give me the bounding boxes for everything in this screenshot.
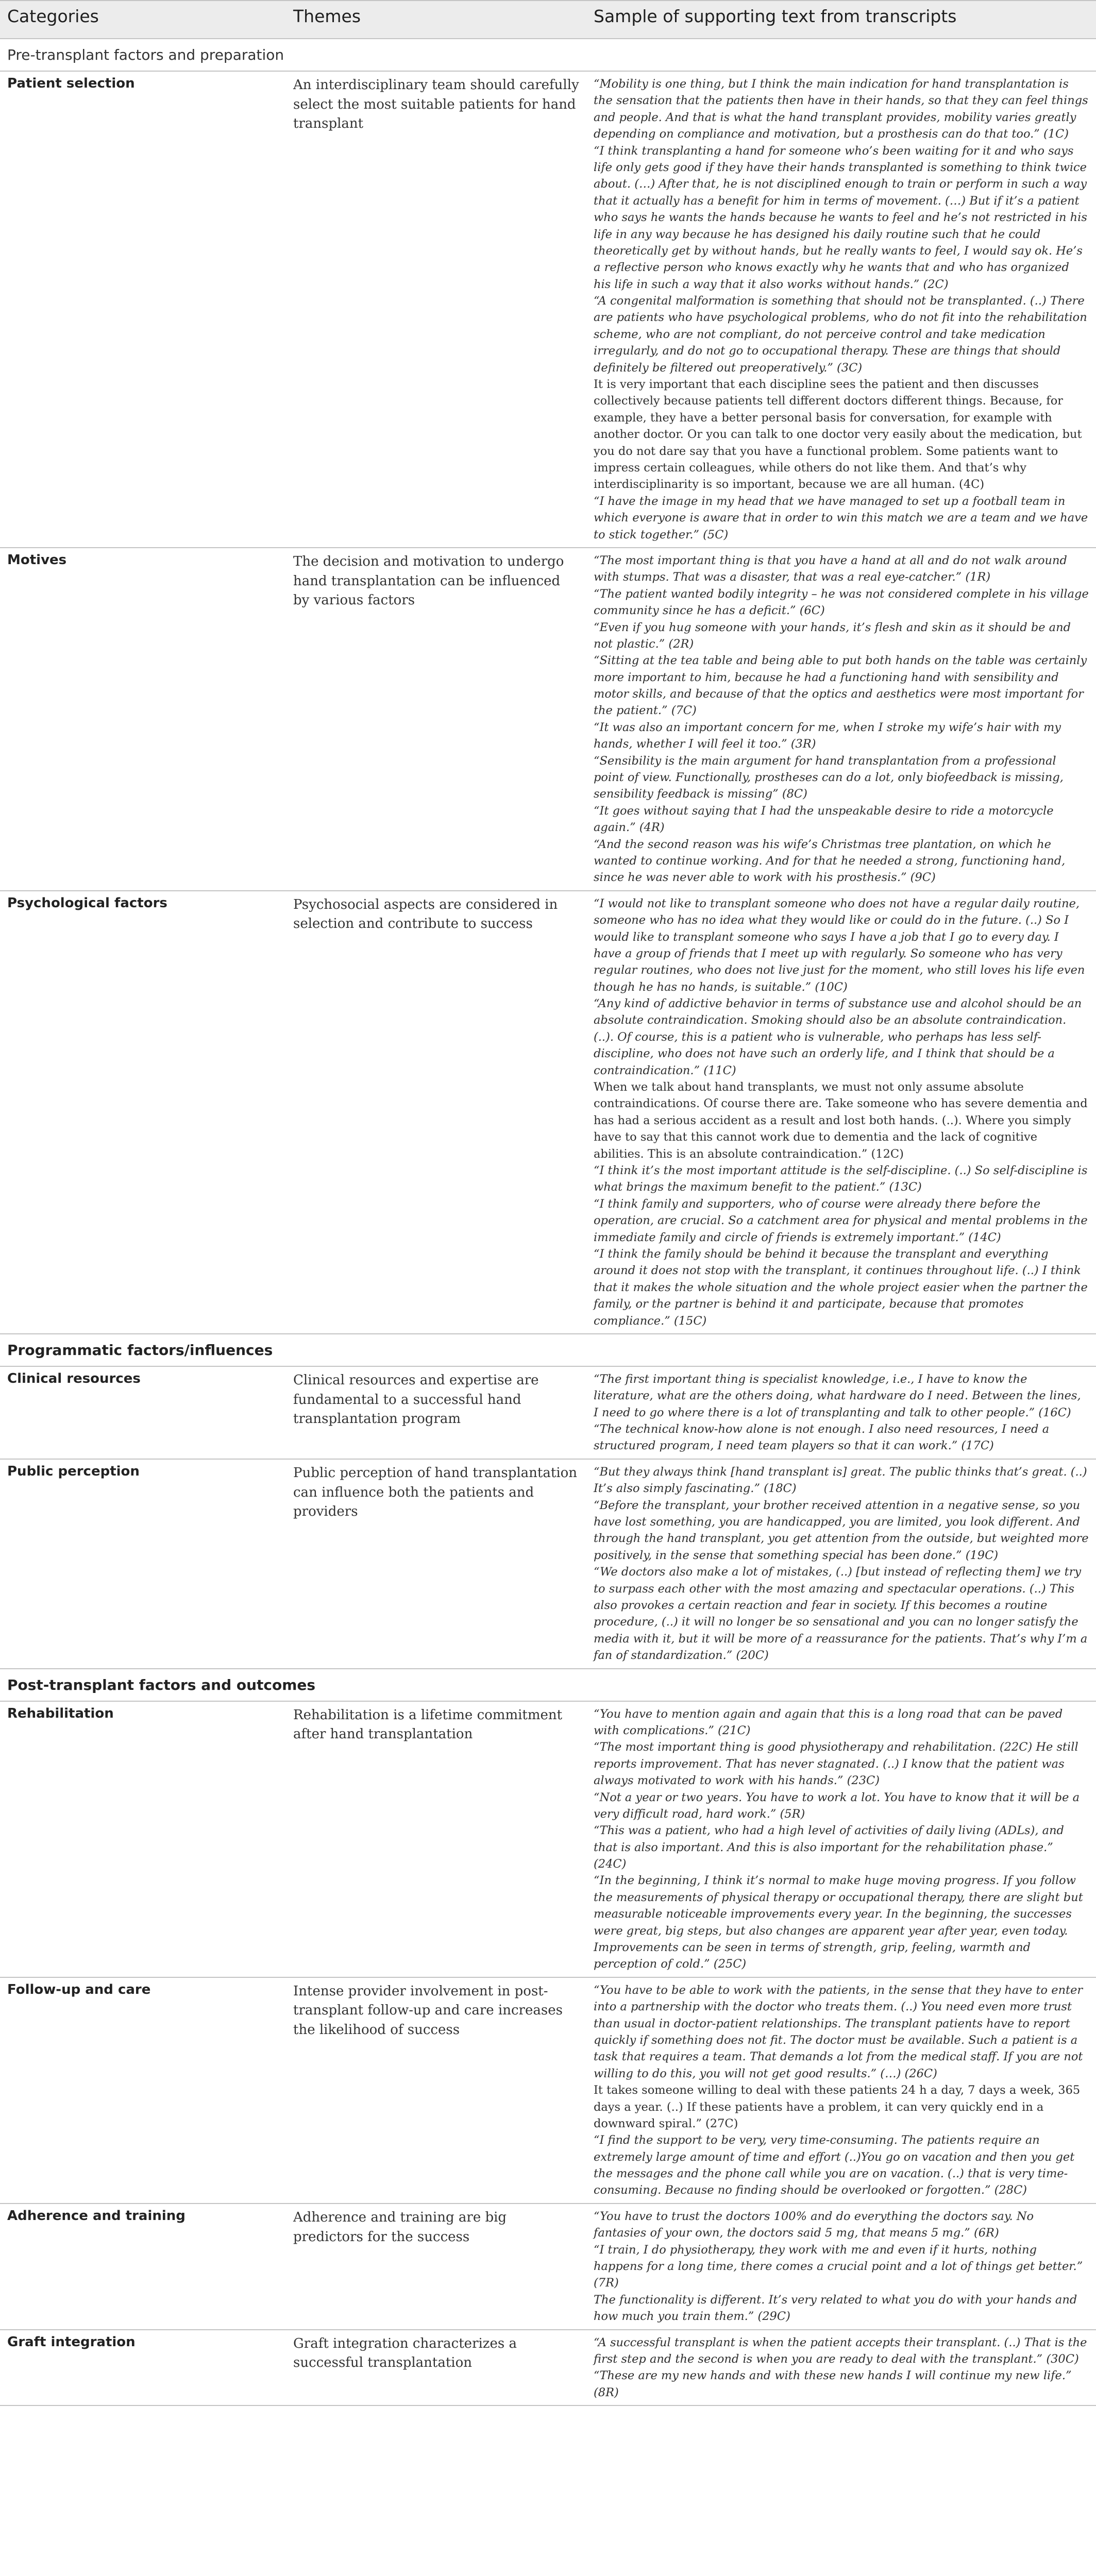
quotes-cell (586, 1367, 1096, 1459)
quote-text: “You have to trust the doctors 100% and do everything the doctors say. No fantasies of your own, the doctors said 5 mg, that means 5 mg.” (6R) (594, 2209, 1034, 2240)
theme-cell: Psychosocial aspects are considered in selection and contribute to success (293, 896, 558, 932)
table-row (0, 72, 1096, 548)
quote-text: “But they always think [hand transplant is] great. The public thinks that’s great. (..) It’s also simply fascinating.” (18C) (594, 1465, 1087, 1496)
category-cell: Motives (7, 552, 67, 568)
quote-text: “I find the support to be very, very time-consuming. The patients require an extremely large amount of time and effort (..)You go on vacation and then you get the messages and the phone call while you are on vacation. (..) that is very time-consuming. Because no finding should be overlooked or forgotten.” (28C) (594, 2133, 1075, 2197)
quotes-cell (586, 1460, 1096, 1668)
quotes-cell (586, 2330, 1096, 2405)
quote-text: “A successful transplant is when the patient accepts their transplant. (..) That is the first step and the second is when you are ready to deal with the transplant.” (30C) (594, 2335, 1087, 2366)
quotes-cell (586, 891, 1096, 1333)
header-categories: Categories (7, 6, 99, 26)
quote-text: It takes someone willing to deal with these patients 24 h a day, 7 days a week, 365 days a year. (..) If these patients have a problem, it can very quickly end in a downward spiral.” (27C) (594, 2083, 1081, 2130)
section-title: Post-transplant factors and outcomes (7, 1676, 316, 1693)
quote-text: “I think the family should be behind it because the transplant and everything around it does not stop with the transplant, it continues throughout life. (..) I think that it makes the whole situation and the whole project easier when the partner the family, or the partner is behind it and participate, because that promotes compliance.” (15C) (594, 1247, 1088, 1328)
category-cell: Clinical resources (7, 1370, 141, 1386)
section-header-row (0, 1334, 1096, 1367)
quote-text: “The most important thing is that you have a hand at all and do not walk around with stumps. That was a disaster, that was a real eye-catcher.” (1R) (594, 553, 1067, 584)
category-cell: Adherence and training (7, 2208, 186, 2224)
quote-text: “Any kind of addictive behavior in terms of substance use and alcohol should be an absolute contraindication. Smoking should also be an absolute contraindication. (..). Of course, this is a patient who is vulnerable, who perhaps has less self-discipline, who does not have such an orderly life, and I think that should be a contraindication.” (11C) (594, 997, 1082, 1077)
quote-text: “The technical know-how alone is not enough. I also need resources, I need a structured program, I need team players so that it can work.” (17C) (594, 1422, 1050, 1453)
header-samples: Sample of supporting text from transcripts (594, 6, 957, 26)
table-row (0, 2204, 1096, 2330)
quote-text: “In the beginning, I think it’s normal to make huge moving progress. If you follow the measurements of physical therapy or occupational therapy, there are slight but measurable noticeable improvements every year. In the beginning, the successes were great, big steps, but also changes are apparent year after year, even today. Improvements can be seen in terms of strength, grip, feeling, warmth and perception of cold.” (25C) (594, 1874, 1083, 1971)
quote-text: “I think it’s the most important attitude is the self-discipline. (..) So self-discipline is what brings the maximum benefit to the patient.” (13C) (594, 1164, 1088, 1194)
theme-cell: Public perception of hand transplantation can influence both the patients and providers (293, 1465, 578, 1520)
theme-cell: Rehabilitation is a lifetime commitment after hand transplantation (293, 1707, 563, 1742)
table-row (0, 2330, 1096, 2406)
theme-cell: An interdisciplinary team should carefully select the most suitable patients for hand transplant (293, 77, 579, 132)
quote-text: “Even if you hug someone with your hands, it’s flesh and skin as it should be and not plastic.” (2R) (594, 620, 1071, 651)
table-row (0, 1702, 1096, 1978)
quote-text: “We doctors also make a lot of mistakes, (..) [but instead of reflecting them] we try to surpass each other with the most amazing and spectacular operations. (..) This also provokes a certain reaction and fear in society. If this becomes a routine procedure, (..) it will no longer be so sensational and you can no longer satisfy the media with it, but it will be more of a reassurance for the patients. That’s why I’m a fan of standardization.” (20C) (594, 1565, 1088, 1663)
category-cell: Graft integration (7, 2334, 136, 2350)
quote-text: “I would not like to transplant someone who does not have a regular daily routine, someone who has no idea what they would like or could do in the future. (..) So I would like to transplant someone who says I have a job that I go to every day. I have a group of friends that I meet up with regularly. So someone who has very regular routines, who does not live just for the moment, who still loves his life even though he has no hands, is suitable.” (10C) (594, 896, 1085, 994)
quote-text: “I think family and supporters, who of course were already there before the operation, are crucial. So a catchment area for physical and mental problems in the immediate family and circle of friends is extremely important.” (14C) (594, 1197, 1088, 1244)
quotes-cell (586, 548, 1096, 890)
quote-text: “You have to be able to work with the patients, in the sense that they have to enter into a partnership with the doctor who treats them. (..) You need even more trust than usual in doctor-patient relationships. The transplant patients have to report quickly if something does not fit. The doctor must be available. Such a patient is a task that requires a team. That demands a lot from the medical staff. If you are not willing to do this, you will not get good results.” (…) (26C) (594, 1983, 1083, 2080)
table-row (0, 1978, 1096, 2204)
section-title: Pre-transplant factors and preparation (7, 46, 284, 63)
quote-text: “Before the transplant, your brother received attention in a negative sense, so you have lost something, you are handicapped, you are limited, you look different. And through the hand transplant, you get attention from the outside, but weighted more positively, in the sense that something special has been done.” (19C) (594, 1498, 1089, 1562)
header-themes: Themes (293, 6, 361, 26)
quotes-cell (586, 72, 1096, 547)
quote-text: “You have to mention again and again that this is a long road that can be paved with complications.” (21C) (594, 1707, 1063, 1737)
quote-text: “The patient wanted bodily integrity – he was not considered complete in his village community since he has a deficit.” (6C) (594, 587, 1089, 618)
table-header-row (0, 0, 1096, 39)
quote-text: “A congenital malformation is something that should not be transplanted. (..) There are patients who have psychological problems, who do not fit into the rehabilitation scheme, who are not compliant, do not perceive control and take medication irregularly, and do not go to occupational therapy. These are things that should definitely be filtered out preoperatively.” (3C) (594, 294, 1087, 375)
section-header-row (0, 39, 1096, 72)
quote-text: “Sensibility is the main argument for hand transplantation from a professional point of view. Functionally, prostheses can do a lot, only biofeedback is missing, sensibility feedback is missing” (8C) (594, 754, 1064, 801)
quote-text: “It was also an important concern for me, when I stroke my wife’s hair with my hands, whether I will feel it too.” (3R) (594, 720, 1061, 751)
table-row (0, 1460, 1096, 1669)
category-cell: Public perception (7, 1463, 140, 1479)
quotes-cell (586, 1978, 1096, 2203)
category-cell: Patient selection (7, 76, 135, 91)
quote-text: “Not a year or two years. You have to work a lot. You have to know that it will be a very difficult road, hard work.” (5R) (594, 1790, 1080, 1821)
quote-text: The functionality is different. It’s very related to what you do with your hands and how much you train them.” (29C) (594, 2293, 1077, 2324)
quote-text: “This was a patient, who had a high level of activities of daily living (ADLs), and that is also important. And this is also important for the rehabilitation phase.” (24C) (594, 1824, 1064, 1871)
quote-text: “Mobility is one thing, but I think the main indication for hand transplantation is the sensation that the patients then have in their hands, so that they can feel things and people. And that is what the hand transplant provides, mobility varies greatly depending on compliance and motivation, but a prosthesis can do that too.” (1C) (594, 77, 1088, 141)
section-title: Programmatic factors/influences (7, 1341, 273, 1359)
quote-text: “I train, I do physiotherapy, they work with me and even if it hurts, nothing happens for a long time, there comes a crucial point and a lot of things get better.” (7R) (594, 2243, 1083, 2290)
quotes-cell (586, 2204, 1096, 2329)
category-cell: Rehabilitation (7, 1705, 114, 1721)
category-cell: Follow-up and care (7, 1981, 151, 1997)
quote-text: “I think transplanting a hand for someone who’s been waiting for it and who says life only gets good if they have their hands transplanted is something to think twice about. (…) After that, he is not disciplined enough to train or perform in such a way that it actually has a benefit for him in terms of movement. (…) But if it’s a patient who says he wants the hands because he wants to feel and he’s not restricted in his life in any way because he has designed his daily routine such that he could theoretically get by without hands, but he really wants to feel, I would say ok. He’s a reflective person who knows exactly why he wants that and who has organized his life in such a way that it also works without hands.” (2C) (594, 144, 1087, 291)
quotes-cell (586, 1702, 1096, 1977)
category-cell: Psychological factors (7, 895, 167, 911)
table-row (0, 1367, 1096, 1460)
theme-cell: Intense provider involvement in post-transplant follow-up and care increases the likelihood of success (293, 1983, 563, 2038)
quote-text: “It goes without saying that I had the unspeakable desire to ride a motorcycle again.” (4R) (594, 804, 1054, 835)
quote-text: When we talk about hand transplants, we must not only assume absolute contraindications. Of course there are. Take someone who has severe dementia and has had a serious accident as a result and lost both hands. (..). Where you simply have to say that this cannot work due to dementia and the lack of cognitive abilities. This is an absolute contraindication.” (12C) (594, 1080, 1088, 1161)
quote-text: “The most important thing is good physiotherapy and rehabilitation. (22C) He still reports improvement. That has never stagnated. (..) I know that the patient was always motivated to work with his hands.” (23C) (594, 1740, 1078, 1788)
quote-text: “The first important thing is specialist knowledge, i.e., I have to know the literature, what are the others doing, what hardware do I need. Between the lines, I need to go where there is a lot of transplanting and talk to other people.” (16C) (594, 1372, 1081, 1419)
quote-text: “These are my new hands and with these new hands I will continue my new life.” (8R) (594, 2369, 1072, 2399)
quote-text: “And the second reason was his wife’s Christmas tree plantation, on which he wanted to continue working. And for that he needed a strong, functioning hand, since he was never able to work with his prosthesis.” (9C) (594, 837, 1066, 885)
theme-cell: Graft integration characterizes a successful transplantation (293, 2335, 517, 2371)
section-header-row (0, 1669, 1096, 1702)
quote-text: It is very important that each discipline sees the patient and then discusses collectively because patients tell different doctors different things. Because, for example, they have a better personal basis for conversation, for example with another doctor. Or you can talk to one doctor very easily about the medication, but you do not dare say that you have a functional problem. Some patients want to impress certain colleagues, while others do not like them. And that’s why interdisciplinarity is so important, because we are all human. (4C) (594, 378, 1082, 492)
table-row (0, 891, 1096, 1334)
quote-text: “I have the image in my head that we have managed to set up a football team in which everyone is aware that in order to win this match we are a team and we have to stick together.” (5C) (594, 494, 1088, 541)
theme-cell: Adherence and training are big predictors for the success (293, 2209, 507, 2245)
quote-text: “Sitting at the tea table and being able to put both hands on the table was certainly more important to him, because he had a functioning hand with sensibility and motor skills, and because of that the optics and aesthetics were most important for the patient.” (7C) (594, 654, 1087, 718)
table-row (0, 548, 1096, 891)
table-body (0, 39, 1096, 2406)
theme-cell: Clinical resources and expertise are fundamental to a successful hand transplantation program (293, 1372, 539, 1427)
theme-cell: The decision and motivation to undergo hand transplantation can be influenced by various factors (293, 553, 564, 608)
